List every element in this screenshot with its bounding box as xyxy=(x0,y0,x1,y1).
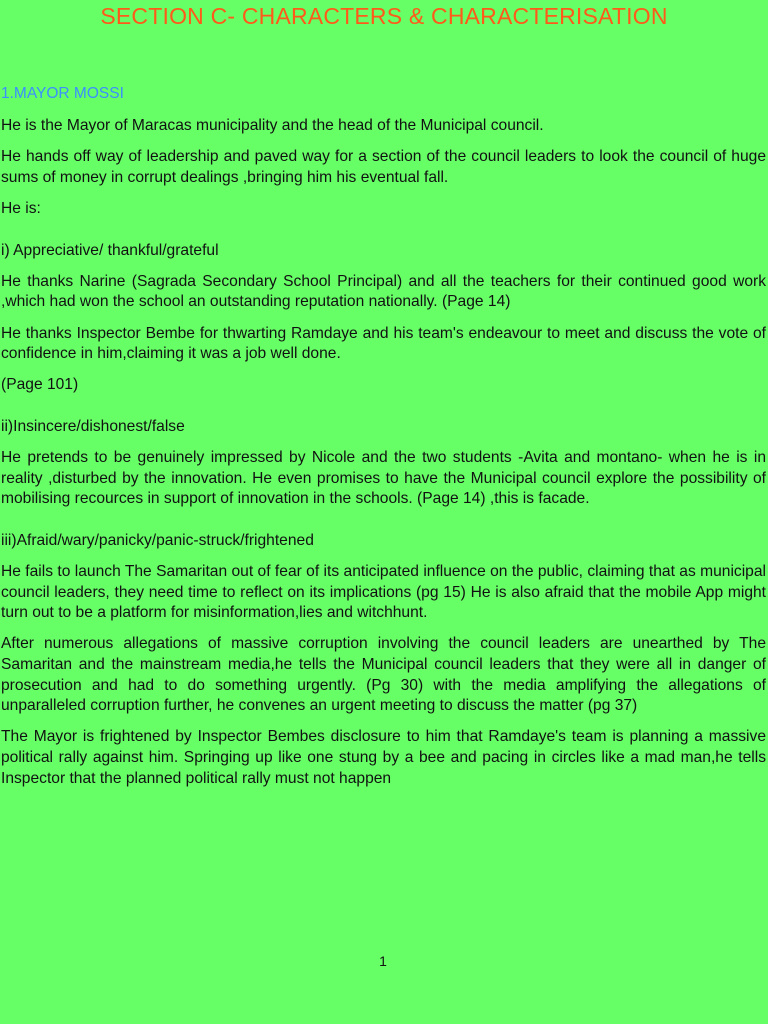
page-number: 1 xyxy=(379,953,387,969)
trait-heading-insincere: ii)Insincere/dishonest/false xyxy=(1,417,185,435)
trait-heading-appreciative: i) Appreciative/ thankful/grateful xyxy=(1,241,219,259)
paragraph-thanks-narine: He thanks Narine (Sagrada Secondary School Principal) and all the teachers for their continued good work ,which had won the school an outstanding reputation nationally. (Page 14) xyxy=(1,272,766,311)
paragraph-mayor-role: He is the Mayor of Maracas municipality and the head of the Municipal council. xyxy=(1,117,544,134)
body-text xyxy=(1,116,766,800)
section-title: SECTION C- CHARACTERS & CHARACTERISATION xyxy=(100,3,668,29)
paragraph-page-ref: (Page 101) xyxy=(1,376,79,394)
paragraph-thanks-bembe: He thanks Inspector Bembe for thwarting Ramdaye and his team's endeavour to meet and discuss the vote of confidence in him,claiming it was a job well done. xyxy=(1,324,766,363)
trait-heading-afraid: iii)Afraid/wary/panicky/panic-struck/frightened xyxy=(1,531,314,549)
paragraph-pretends: He pretends to be genuinely impressed by Nicole and the two students -Avita and montano- when he is in reality ,disturbed by the innovation. He even promises to have the Municipal council explore the possibility of mobilising recources in support of innovation in the schools. (Page 14) ,this is facade. xyxy=(1,449,766,508)
paragraph-samaritan: He fails to launch The Samaritan out of fear of its anticipated influence on the public, claiming that as municipal council leaders, they need time to reflect on its implications (pg 15) He is also afraid that the mobile App might turn out to be a platform for misinformation,lies and witchhunt. xyxy=(1,563,766,622)
paragraph-frightened: The Mayor is frightened by Inspector Bembes disclosure to him that Ramdaye's team is planning a massive political rally against him. Springing up like one stung by a bee and pacing in circles like a mad man,he tells Inspector that the planned political rally must not happen xyxy=(1,728,766,787)
paragraph-he-is: He is: xyxy=(1,199,41,217)
paragraph-leadership: He hands off way of leadership and paved way for a section of the council leaders to look the council of huge sums of money in corrupt dealings ,bringing him his eventual fall. xyxy=(1,148,766,186)
paragraph-allegations: After numerous allegations of massive corruption involving the council leaders are unearthed by The Samaritan and the mainstream media,he tells the Municipal council leaders that they were all in danger of prosecution and had to do something urgently. (Pg 30) with the media amplifying the allegations of unparalleled corruption further, he convenes an urgent meeting to discuss the matter (pg 37) xyxy=(1,635,766,715)
character-heading: 1.MAYOR MOSSI xyxy=(1,85,124,102)
